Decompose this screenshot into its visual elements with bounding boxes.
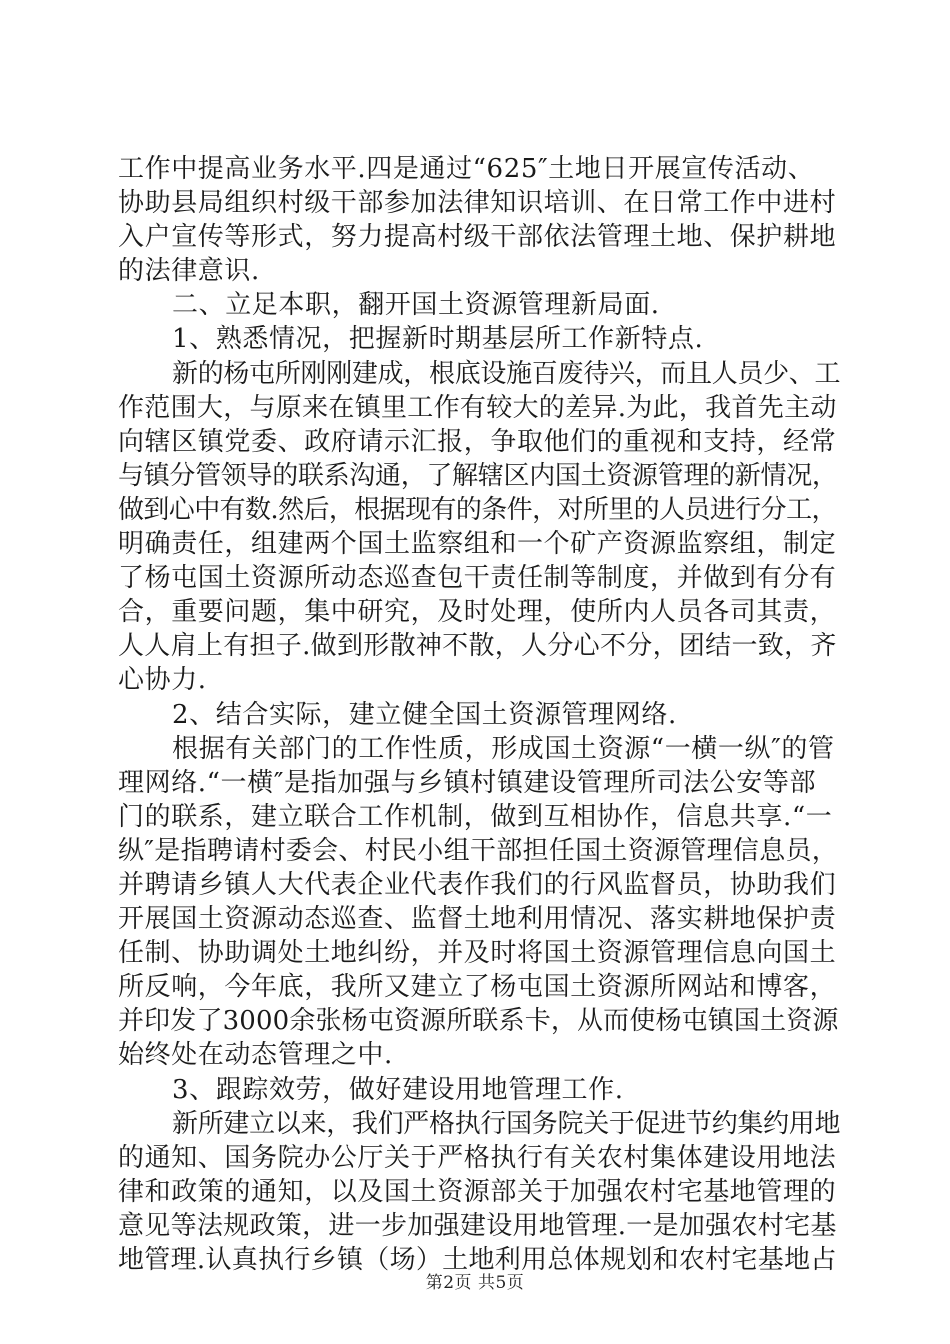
text-line: 二、立足本职，翻开国土资源管理新局面. (172, 290, 660, 321)
text-line: 新所建立以来，我们严格执行国务院关于促进节约集约用地 (172, 1108, 841, 1139)
text-line: 并聘请乡镇人大代表企业代表作我们的行风监督员，协助我们 (118, 869, 837, 900)
text-line: 了杨屯国土资源所动态巡查包干责任制等制度，并做到有分有 (118, 563, 837, 594)
text-line: 2、结合实际，建立健全国土资源管理网络. (172, 699, 677, 730)
text-line: 心协力. (118, 665, 207, 696)
text-line: 作范围大，与原来在镇里工作有较大的差异.为此，我首先主动 (118, 392, 837, 423)
page-footer: 第2页 共5页 (425, 1273, 525, 1293)
text-line: 的通知、国务院办公厅关于严格执行有关农村集体建设用地法 (118, 1142, 837, 1173)
text-line: 所反响，今年底，我所又建立了杨屯国土资源所网站和博客， (118, 972, 837, 1003)
text-line: 地管理.认真执行乡镇（场）土地利用总体规划和农村宅基地占 (118, 1245, 837, 1275)
text-line: 的法律意识. (118, 256, 260, 287)
text-line: 做到心中有数.然后，根据现有的条件，对所里的人员进行分工， (118, 494, 837, 525)
text-line: 协助县局组织村级干部参加法律知识培训、在日常工作中进村 (118, 188, 837, 219)
text-line: 始终处在动态管理之中. (118, 1040, 393, 1071)
text-line: 向辖区镇党委、政府请示汇报，争取他们的重视和支持，经常 (118, 426, 837, 457)
text-line: 入户宣传等形式，努力提高村级干部依法管理土地、保护耕地 (118, 222, 837, 253)
document-body (118, 152, 841, 1277)
text-line: 纵″是指聘请村委会、村民小组干部担任国土资源管理信息员， (118, 835, 839, 866)
text-line: 律和政策的通知，以及国土资源部关于加强农村宅基地管理的 (118, 1176, 837, 1207)
text-line: 合，重要问题，集中研究，及时处理，使所内人员各司其责， (118, 597, 837, 628)
text-line: 新的杨屯所刚刚建成，根底设施百废待兴，而且人员少、工 (172, 358, 841, 389)
text-line: 3、跟踪效劳，做好建设用地管理工作. (172, 1074, 624, 1105)
text-line: 明确责任，组建两个国土监察组和一个矿产资源监察组，制定 (118, 529, 837, 560)
text-line: 人人肩上有担子.做到形散神不散，人分心不分，团结一致，齐 (118, 631, 837, 662)
text-line: 与镇分管领导的联系沟通，了解辖区内国土资源管理的新情况， (118, 460, 838, 491)
text-line: 开展国土资源动态巡查、监督土地利用情况、落实耕地保护责 (118, 904, 837, 935)
text-line: 任制、协助调处土地纠纷，并及时将国土资源管理信息向国土 (118, 938, 837, 969)
text-line: 意见等法规政策，进一步加强建设用地管理.一是加强农村宅基 (118, 1210, 837, 1241)
text-line: 工作中提高业务水平.四是通过“625″土地日开展宣传活动、 (118, 154, 815, 184)
text-line: 并印发了3000余张杨屯资源所联系卡，从而使杨屯镇国土资源 (118, 1006, 839, 1037)
text-line: 门的联系，建立联合工作机制，做到互相协作，信息共享.“一 (118, 801, 833, 832)
text-line: 1、熟悉情况，把握新时期基层所工作新特点. (172, 324, 704, 355)
text-line: 根据有关部门的工作性质，形成国土资源“一横一纵″的管 (172, 733, 835, 764)
text-line: 理网络.“一横″是指加强与乡镇村镇建设管理所司法公安等部 (118, 767, 817, 798)
